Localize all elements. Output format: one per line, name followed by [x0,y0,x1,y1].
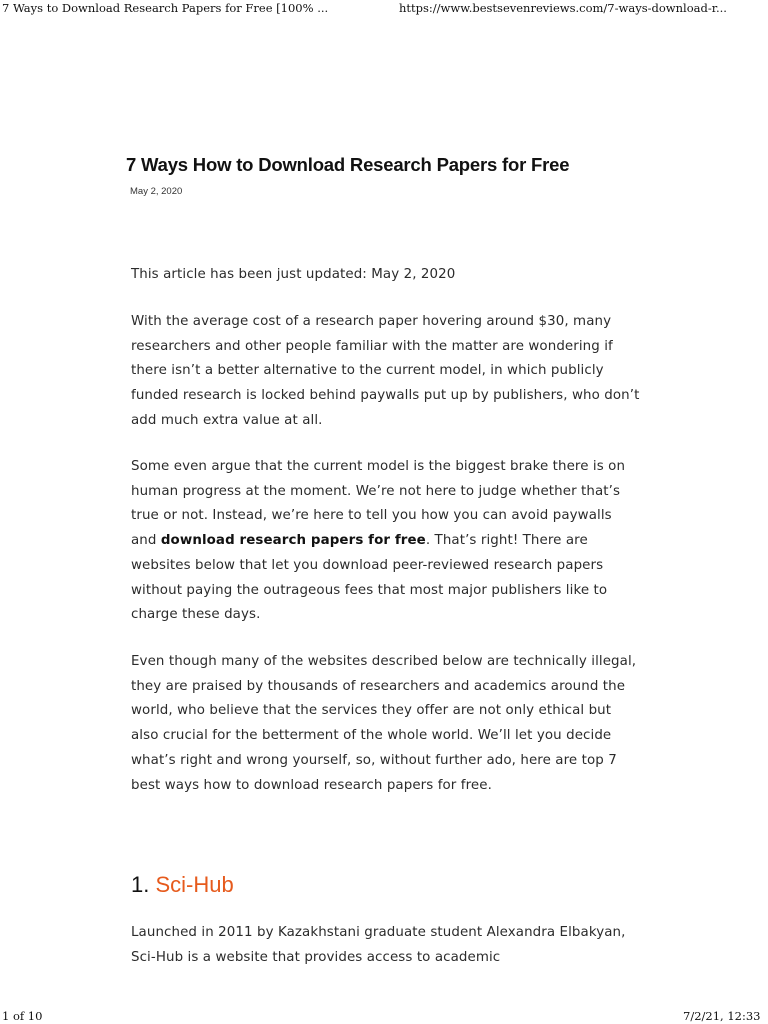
section-heading-sci-hub [131,872,234,898]
sci-hub-link[interactable]: Sci-Hub [155,872,234,897]
paragraph-sci-hub-intro: Launched in 2011 by Kazakhstani graduate student Alexandra Elbakyan, Sci-Hub is a website that provides access to academic [131,925,626,965]
paragraph-intro: With the average cost of a research paper hovering around $30, many researchers and other people familiar with the matter are wondering if there isn’t a better alternative to the current model, in which publicly funded research is locked behind paywalls put up by publishers, who don’t add much extra value at all. [131,314,640,428]
page-counter: 1 of 10 [2,1009,43,1023]
updated-note: This article has been just updated: May 2, 2020 [131,267,456,282]
print-page-url: https://www.bestsevenreviews.com/7-ways-download-r... [399,1,727,15]
paragraph-argument-text-1: Some even argue that the current model is the biggest brake there is on human progress at the moment. We’re not here to judge whether that’s true or not. Instead, we’re here to tell you how you can avoid paywalls and [131,459,626,549]
article-title: 7 Ways How to Download Research Papers for Free [126,154,570,175]
print-footer [0,1009,768,1024]
print-datetime: 7/2/21, 12:33 [683,1009,761,1023]
section-number: 1. [131,872,150,897]
bold-keyphrase: download research papers for free [160,533,426,549]
article-date: May 2, 2020 [130,186,183,197]
paragraph-argument [131,455,641,628]
print-page-title: 7 Ways to Download Research Papers for Free [100% ... [2,1,329,15]
paragraph-legality: Even though many of the websites described below are technically illegal, they are praised by thousands of researchers and academics around the world, who believe that the services they offer are not only ethical but also crucial for the betterment of the whole world. We’ll let you decide what’s right and wrong yourself, so, without further ado, here are top 7 best ways how to download research papers for free. [131,654,637,793]
print-header [0,0,768,18]
paragraph-argument-text-2: . That’s right! There are websites below that let you download peer-reviewed research papers without paying the outrageous fees that most major publishers like to charge these days. [131,533,608,623]
